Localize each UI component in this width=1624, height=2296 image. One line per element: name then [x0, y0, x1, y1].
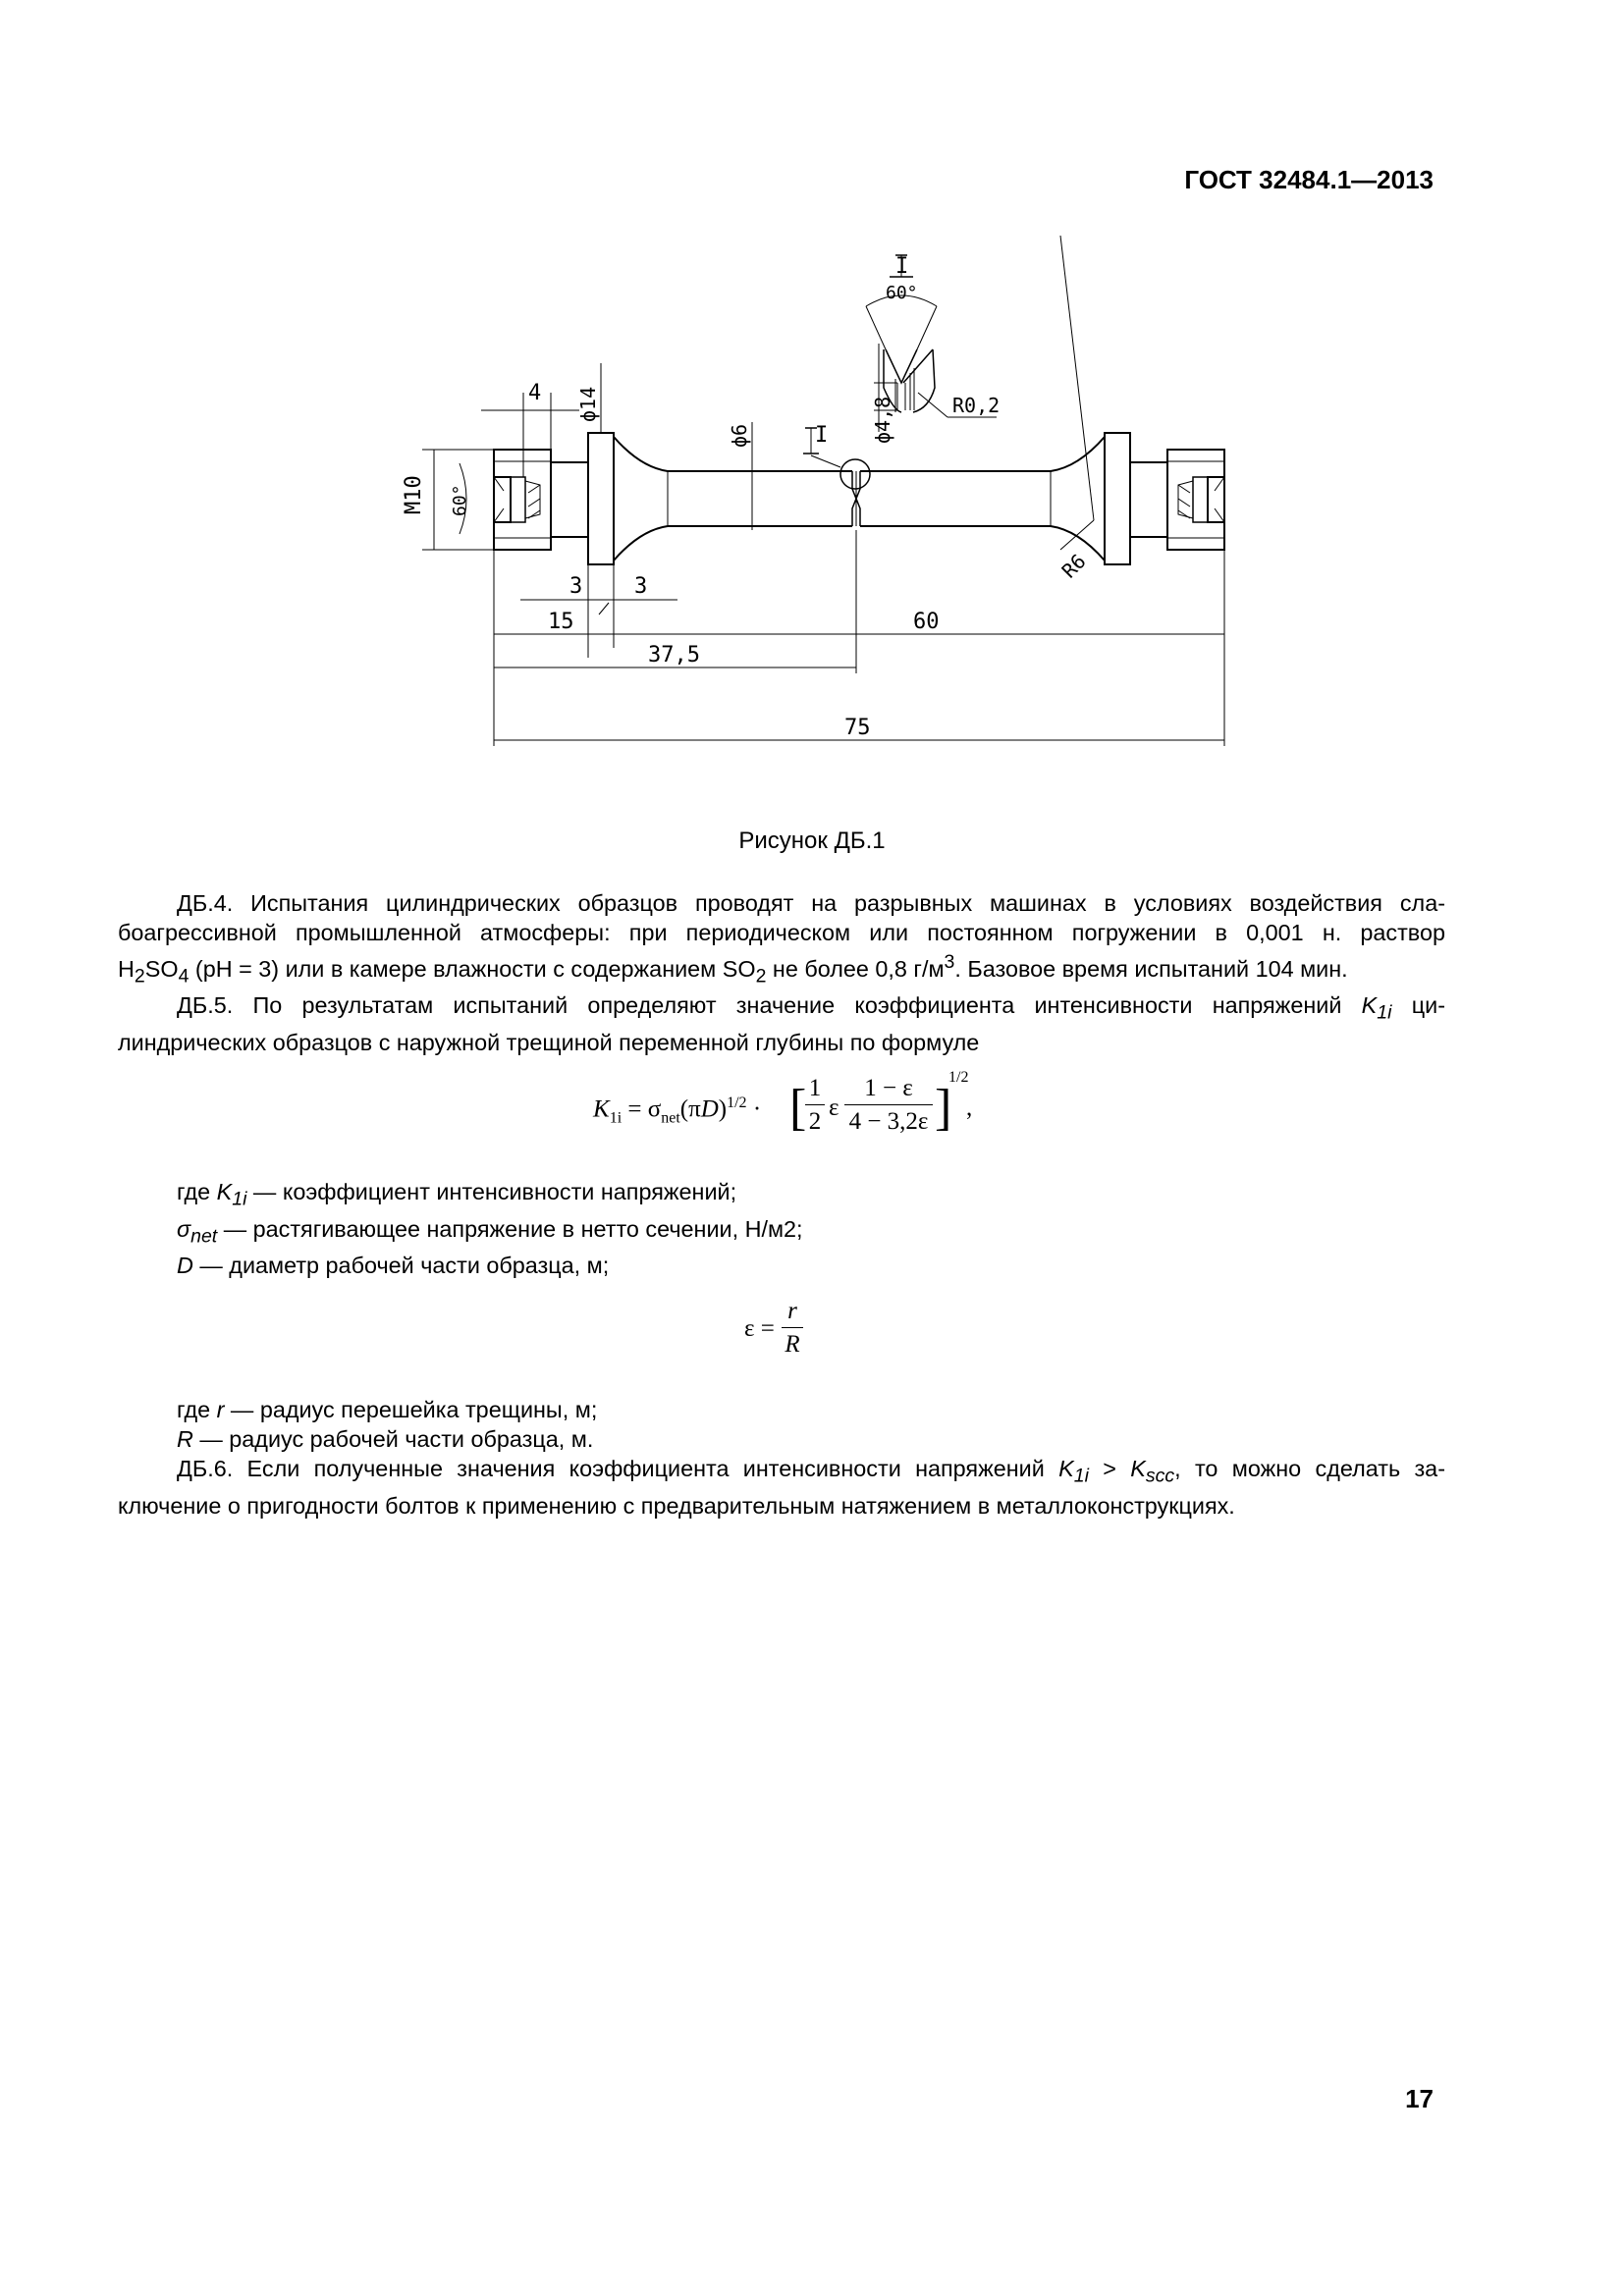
formula-k1i: $K_{1i} = \sigma_{net}(\pi D)^{1/2}$ · [ 1 2 ε 1 − ε 4 − 3,2ε ] 1/2 , — [593, 1069, 973, 1136]
where-k1i: где $K_{1i}$ — коэффициент интенсивности напряжений; — [177, 1179, 737, 1210]
dim-75: 75 — [844, 716, 871, 740]
dim-37-5: 37,5 — [648, 643, 700, 667]
page-number: 17 — [1405, 2084, 1434, 2113]
dim-3a: 3 — [569, 574, 583, 599]
dim-60: 60 — [913, 610, 940, 634]
dim-60-left: 60° — [450, 484, 470, 516]
dim-60-detail: 60° — [886, 283, 918, 303]
where-d: D — диаметр рабочей части образца, м; — [177, 1253, 610, 1279]
paragraph-db6-line2: ключение о пригодности болтов к применению с предварительным натяжением в металлоконструкциях. — [118, 1492, 1235, 1519]
dim-4: 4 — [528, 381, 542, 405]
where-sigma-net: $\sigma_{net}$ — растягивающее напряжение в нетто сечении, Н/м2; — [177, 1215, 803, 1248]
dim-i-main: I — [815, 423, 829, 448]
dim-3b: 3 — [634, 574, 648, 599]
paragraph-db6-line1: ДБ.6. Если полученные значения коэффициента интенсивности напряжений $K_{1i} > K_{scc}$, то можно сделать за- — [177, 1456, 1445, 1487]
figure-caption: Рисунок ДБ.1 — [738, 828, 886, 854]
dim-phi14: ϕ14 — [576, 386, 600, 422]
body-text — [118, 888, 1445, 1057]
specimen-drawing — [383, 236, 1247, 766]
specimen-outline — [494, 433, 1224, 564]
dim-15: 15 — [548, 610, 574, 634]
paragraph-db4-line3: $H_2SO_4$ (pH = 3) или в камере влажности с содержанием $SO_2$ не более 0,8 $г/м^3$. Базовое время испытаний 104 мин. — [118, 951, 1348, 988]
paragraph-db5-line2: линдрических образцов с наружной трещиной переменной глубины по формуле — [118, 1030, 980, 1056]
dim-phi6: ϕ6 — [728, 423, 751, 448]
paragraph-db4-line1: ДБ.4. Испытания цилиндрических образцов проводят на разрывных машинах в условиях воздействия сла- — [177, 890, 1445, 916]
where-block-2 — [118, 1395, 1445, 1521]
dim-i-detail: I — [895, 254, 909, 279]
where-r: где r — радиус перешейка трещины, м; — [177, 1397, 598, 1422]
where-big-r: R — радиус рабочей части образца, м. — [177, 1426, 594, 1452]
dim-r6: R6 — [1056, 549, 1091, 583]
paragraph-db4-line2: боагрессивной промышленной атмосферы: при периодическом или постоянном погружении в 0,001 н. раствор — [118, 920, 1445, 945]
where-block-1 — [118, 1177, 1445, 1280]
formula-epsilon: ε = r R — [744, 1298, 862, 1366]
document-id: ГОСТ 32484.1—2013 — [1184, 165, 1434, 194]
paragraph-db5-line1: ДБ.5. По результатам испытаний определяют значение коэффициента интенсивности напряжений $K_{1i}$ ци- — [177, 992, 1445, 1025]
dim-phi48: ϕ4,8 — [871, 396, 894, 444]
dim-m10: M10 — [402, 475, 426, 514]
dim-r02: R0,2 — [952, 394, 1001, 417]
